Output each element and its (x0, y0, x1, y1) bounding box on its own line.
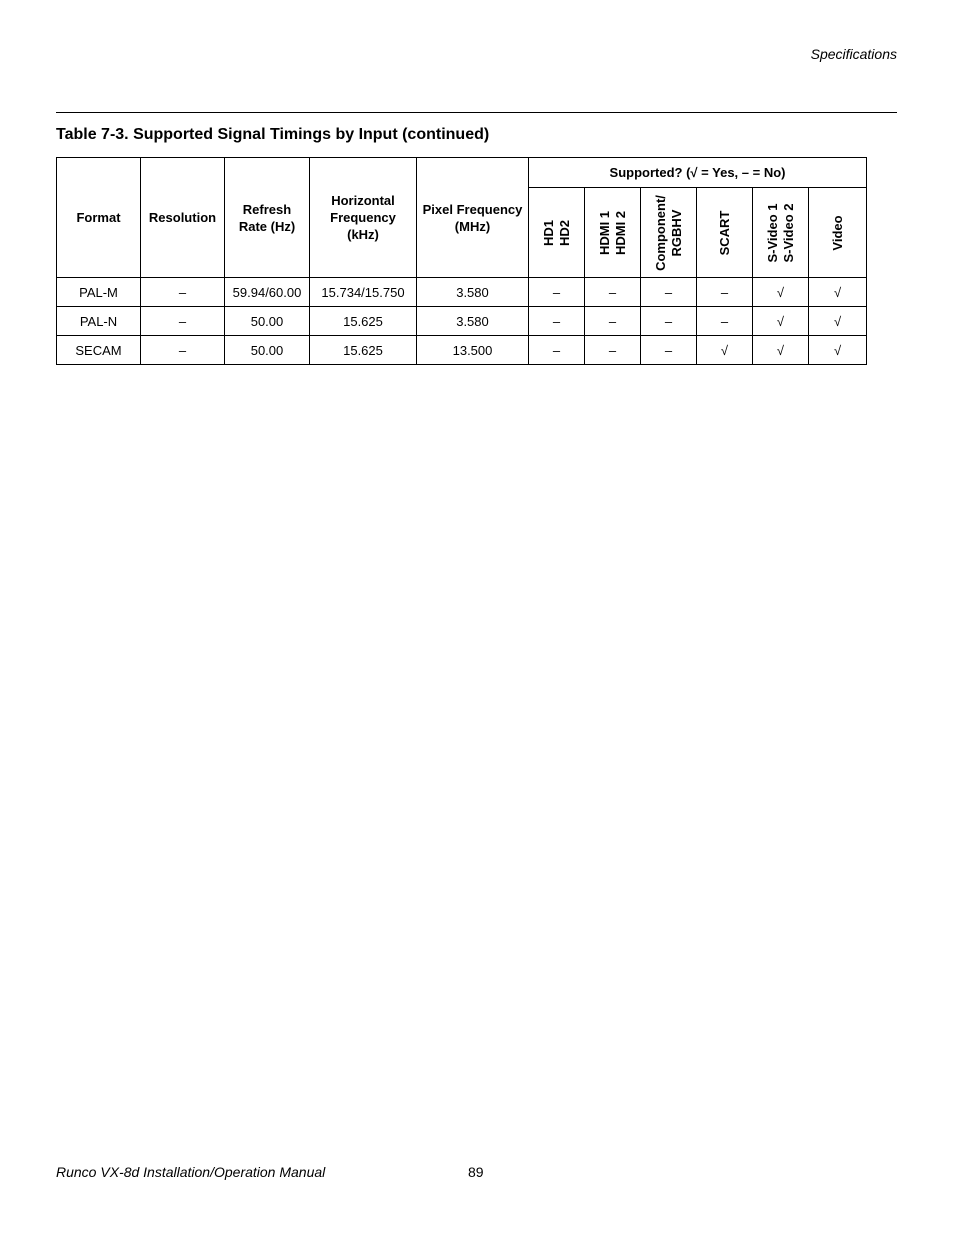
cell-resolution: – (141, 278, 225, 307)
cell-support-component: – (641, 278, 697, 307)
cell-support-video: √ (809, 307, 867, 336)
table-row (57, 307, 867, 336)
cell-support-hdmi: – (585, 307, 641, 336)
cell-support-video: √ (809, 336, 867, 365)
cell-refresh-rate: 50.00 (225, 307, 310, 336)
cell-support-scart: √ (697, 336, 753, 365)
col-header-horizontal-frequency: Horizontal Frequency (kHz) (310, 158, 417, 278)
col-header-hdmi: HDMI 1 HDMI 2 (585, 188, 641, 278)
col-header-component-rgbhv: Component/ RGBHV (641, 188, 697, 278)
col-header-refresh-rate: Refresh Rate (Hz) (225, 158, 310, 278)
cell-support-video: √ (809, 278, 867, 307)
cell-resolution: – (141, 336, 225, 365)
cell-support-component: – (641, 336, 697, 365)
cell-support-s-video: √ (753, 336, 809, 365)
table-row (57, 336, 867, 365)
table-row (57, 278, 867, 307)
signal-timings-table (56, 157, 867, 365)
col-header-supported-group: Supported? (√ = Yes, – = No) (529, 158, 867, 188)
cell-format: PAL-N (57, 307, 141, 336)
col-header-pixel-frequency: Pixel Frequency (MHz) (417, 158, 529, 278)
col-header-s-video: S-Video 1 S-Video 2 (753, 188, 809, 278)
col-header-hd1-hd2: HD1 HD2 (529, 188, 585, 278)
footer-manual-title: Runco VX-8d Installation/Operation Manual (56, 1164, 326, 1180)
cell-pixel-frequency: 3.580 (417, 278, 529, 307)
cell-horizontal-frequency: 15.734/15.750 (310, 278, 417, 307)
header-rule (56, 112, 897, 113)
cell-refresh-rate: 59.94/60.00 (225, 278, 310, 307)
cell-format: PAL-M (57, 278, 141, 307)
cell-pixel-frequency: 3.580 (417, 307, 529, 336)
col-header-format: Format (57, 158, 141, 278)
running-head-section: Specifications (810, 46, 897, 62)
col-header-resolution: Resolution (141, 158, 225, 278)
cell-support-hdmi: – (585, 278, 641, 307)
cell-horizontal-frequency: 15.625 (310, 336, 417, 365)
cell-support-hd: – (529, 278, 585, 307)
cell-pixel-frequency: 13.500 (417, 336, 529, 365)
cell-refresh-rate: 50.00 (225, 336, 310, 365)
cell-support-scart: – (697, 307, 753, 336)
cell-support-hd: – (529, 336, 585, 365)
col-header-scart: SCART (697, 188, 753, 278)
cell-support-s-video: √ (753, 278, 809, 307)
footer-page-number: 89 (468, 1164, 484, 1180)
table-caption: Table 7-3. Supported Signal Timings by Input (continued) (56, 126, 490, 143)
cell-support-component: – (641, 307, 697, 336)
col-header-video: Video (809, 188, 867, 278)
cell-support-hd: – (529, 307, 585, 336)
cell-support-hdmi: – (585, 336, 641, 365)
cell-horizontal-frequency: 15.625 (310, 307, 417, 336)
cell-resolution: – (141, 307, 225, 336)
cell-support-scart: – (697, 278, 753, 307)
cell-support-s-video: √ (753, 307, 809, 336)
cell-format: SECAM (57, 336, 141, 365)
